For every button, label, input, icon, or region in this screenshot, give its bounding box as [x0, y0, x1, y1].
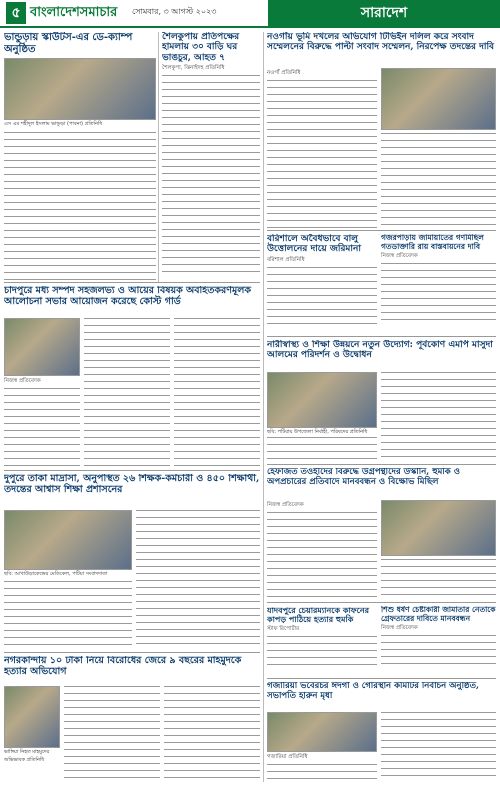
article-shailkupa: [162, 32, 260, 282]
article-gazaria-body: [381, 712, 496, 782]
article-gazaria: [267, 712, 377, 782]
byline: নিজস্ব প্রতিবেদক: [381, 253, 418, 260]
headline: শৈলকুপায় প্রতিপক্ষের হামলায় ৩০ বাড়ি ঘর ভাঙচুর, আহত ৭: [162, 32, 240, 63]
article-chandpur: [4, 318, 80, 468]
article-women-head: [267, 340, 496, 370]
divider: [4, 470, 260, 471]
article-jadabpur: [267, 606, 377, 676]
headline: নারীস্বাস্থ্য ও শিক্ষা উন্নয়নে নতুন উদ্যোগ: পূর্বকোণ এমপি মাসুদা আলমের পরিদর্শন ও উদ্বোধন: [267, 340, 493, 361]
column-rule: [263, 32, 264, 782]
divider: [4, 282, 260, 283]
article-body: [162, 75, 260, 275]
headline: যাদবপুরে চেয়ারম্যানকে কাফনের কাপড় পাঠিয়ে হত্যার হুমকি: [267, 606, 370, 625]
article-photo: [267, 712, 377, 752]
article-child: [381, 606, 496, 676]
byline: গজারিয়া প্রতিনিধি: [267, 754, 308, 760]
article-body: [381, 559, 496, 599]
article-nagarkanda-body-2: [164, 686, 260, 782]
article-naogaon-right: [381, 68, 496, 228]
article-chandpur-head: [4, 286, 260, 316]
headline: গজারিয়া ভবেরচর ঈদগাঁ ও গোরস্থান কমিটির নির্বাচন অনুষ্ঠিত, সভাপতি হারুন মৃধা: [267, 682, 479, 701]
column-rule: [158, 32, 159, 282]
article-body: [381, 635, 496, 665]
article-women: [267, 372, 377, 462]
newspaper-logo: বাংলাদেশসমাচার: [30, 5, 118, 20]
article-photo: [4, 58, 156, 120]
divider: [4, 652, 260, 653]
article-gazaria-head: [267, 682, 496, 710]
divider: [267, 464, 496, 465]
article-scouts: [4, 32, 156, 282]
byline: নওগাঁ প্রতিনিধি: [267, 70, 301, 76]
article-photo: [4, 318, 80, 376]
byline: শৈলকুপা, ঝিনাইদহ প্রতিনিধি: [162, 65, 225, 72]
byline: নিজস্ব প্রতিবেদক: [381, 625, 418, 632]
article-hefazat-head: [267, 468, 496, 498]
article-body: [267, 437, 377, 459]
divider: [267, 602, 496, 603]
issue-date: সোমবার, ৩ আগস্ট ২০২৩: [132, 7, 217, 16]
article-naogaon-head: [267, 32, 496, 66]
article-body: [4, 388, 80, 468]
article-body: [267, 764, 377, 782]
article-photo: [381, 500, 496, 556]
article-nagarkanda-body: [64, 686, 160, 782]
headline: নওগাঁয় ভূমি দখলের অভিযোগ টিভিইন দলিল করে সংবাদ সম্মেলনের বিরুদ্ধে পাল্টা সংবাদ সম্মেলন, নিরপেক্ষ তদন্তের দাবি: [267, 32, 495, 53]
headline: নগরকান্দায় ১০ টাকা নিয়ে বিরোধের জেরে ৯ বছরের মাহমুদকে হত্যার অভিযোগ: [4, 656, 242, 677]
article-body: [4, 581, 132, 645]
article-chandpur-body-2: [84, 318, 170, 468]
headline: শিশু ধর্ষণ চেষ্টাকারী জামাতার নেতাকে গ্রেফতারের দাবিতে মানববন্ধন: [381, 606, 496, 623]
headline: চাঁদপুরে মধ্য সম্পদ সহজলভ্য ও আয়ের বিষয়ক অবহিতকরণমূলক আলোচনা সভার আয়োজন করেছে কোস্ট গার্ড: [4, 286, 251, 307]
divider: [267, 336, 496, 337]
article-photo: [267, 372, 377, 428]
article-madrasa: [4, 510, 132, 650]
article-barishal: [267, 234, 377, 334]
article-madrasa-head: [4, 474, 260, 508]
article-photo: [4, 686, 60, 748]
headline: বরিশালে অবৈধভাবে বালু উত্তোলনের দায়ে জরিমানা: [267, 234, 362, 255]
photo-caption: ভাঙ্গিয়া নিহত মাহমুদের অভিভাবক প্রতিনিধি: [4, 749, 50, 763]
article-photo: [381, 68, 496, 130]
article-jamaat: [381, 234, 496, 334]
article-body: [267, 512, 377, 600]
divider: [267, 678, 496, 679]
divider: [267, 230, 496, 231]
article-naogaon: [267, 68, 377, 228]
article-nagarkanda: [4, 686, 60, 782]
article-body: [381, 133, 496, 227]
article-body: [267, 267, 377, 327]
article-hefazat: [267, 500, 377, 600]
byline: নিজস্ব প্রতিবেদক: [4, 378, 41, 384]
article-body: [4, 132, 156, 282]
article-body: [267, 636, 377, 666]
headline: গজরপাড়ায় জামায়াতের গণমিছিল গতডাক্তারি রায় বাস্তবায়নের দাবি: [381, 234, 484, 251]
article-chandpur-body-3: [174, 318, 260, 468]
photo-caption: এস এম শহীদুল ইসলাম ভান্ডুড়া (পাবনা) প্রতিনিধি: [4, 121, 103, 127]
photo-caption: ছবি: পটিয়ায় উপজেলা নির্বাহী, পরিষদের প্রতিনিধি: [267, 429, 368, 435]
article-body: [381, 263, 496, 323]
section-title: সারাদেশ: [268, 0, 500, 26]
headline: দুপুরে তাঁকা মাদ্রাসা, অনুপস্থিত ২৬ শিক্ষক-কর্মচারী ও ৪৫০ শিক্ষার্থী, তদন্তের আশ্বাস শিক্ষা প্রশাসনের: [4, 474, 260, 495]
photo-caption: ছবি: আখাউড়াকেন্দ্রের মেডিকেল, পটিয়া সংবাদদাতা: [4, 571, 108, 577]
page-number: ৫: [6, 2, 26, 24]
article-photo: [4, 510, 132, 570]
byline: স্টাফ রিপোর্টার: [267, 626, 300, 633]
masthead: [0, 0, 500, 28]
headline: হেফাজত তওহীদের বিরুদ্ধে উগ্রপন্থীদের উস্কানি, হুমকি ও অপপ্রচারের প্রতিবাদে মানববন্ধন ও বিক্ষোভ মিছিল: [267, 468, 460, 487]
article-body: [267, 80, 377, 228]
article-madrasa-body-2: [136, 510, 260, 650]
article-nagarkanda-head: [4, 656, 260, 684]
headline: ভান্ডুড়ায় স্কাউটস-এর ডে-ক্যাম্প অনুষ্ঠিত: [4, 32, 133, 55]
byline: বরিশাল প্রতিনিধি: [267, 256, 305, 263]
article-hefazat-right: [381, 500, 496, 600]
article-women-body: [381, 372, 496, 462]
byline: নিজস্ব প্রতিবেদক: [267, 502, 304, 508]
